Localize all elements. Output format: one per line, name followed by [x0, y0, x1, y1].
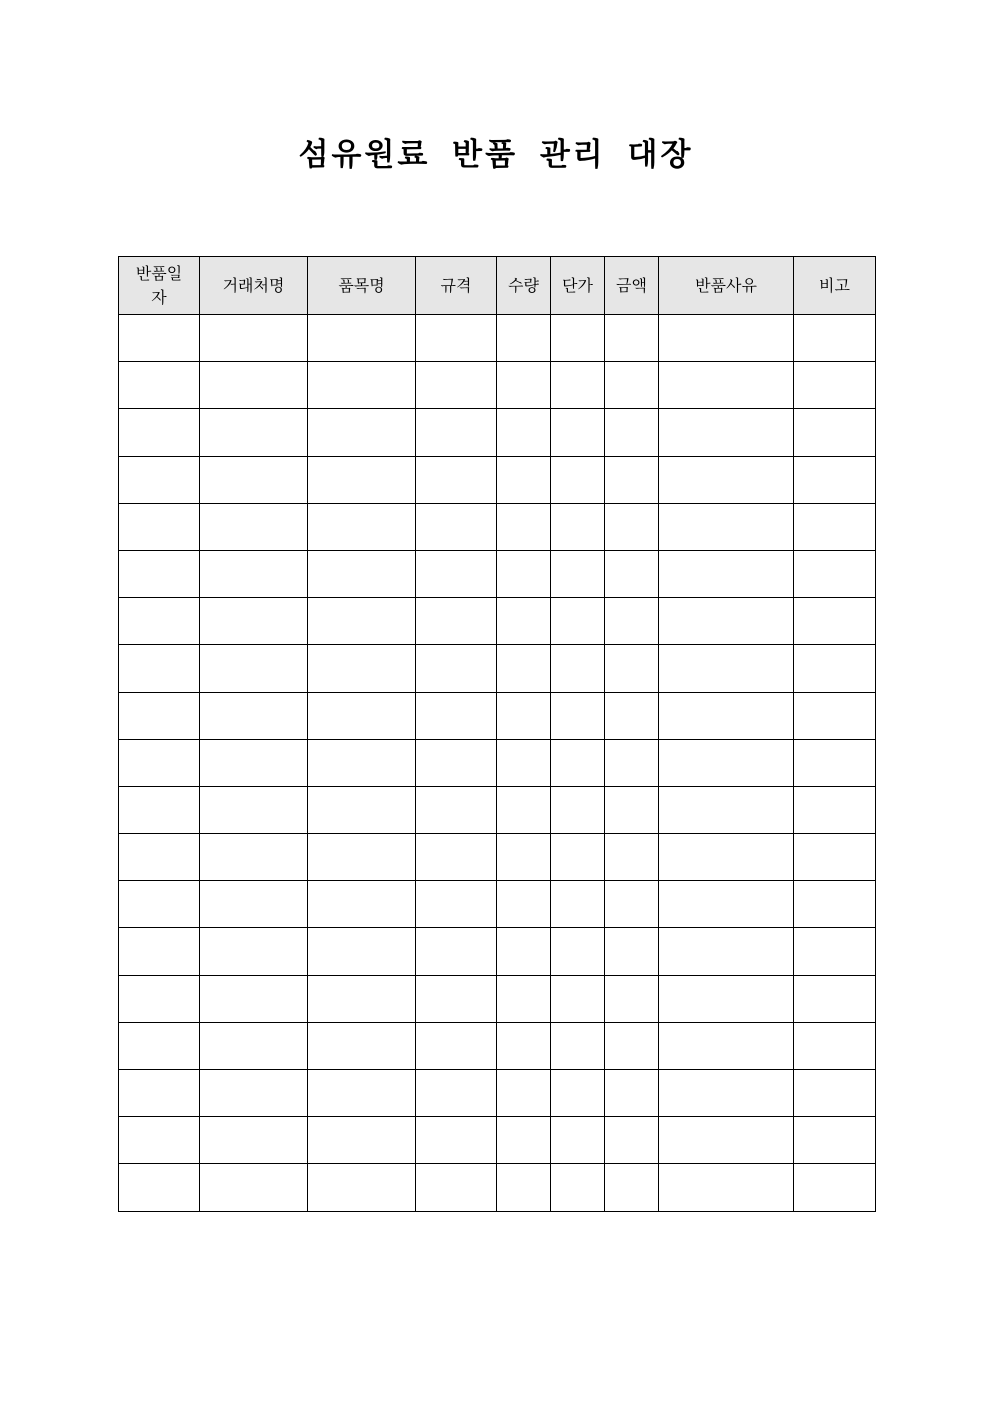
table-row	[119, 362, 876, 409]
table-row	[119, 598, 876, 645]
cell-return-reason[interactable]	[659, 409, 794, 456]
cell-remarks[interactable]	[794, 786, 876, 833]
cell-remarks[interactable]	[794, 315, 876, 362]
table-row	[119, 550, 876, 597]
cell-return-date[interactable]	[119, 1117, 200, 1164]
cell-client[interactable]	[200, 975, 308, 1022]
cell-quantity[interactable]	[497, 550, 551, 597]
cell-return-date[interactable]	[119, 1022, 200, 1069]
cell-client[interactable]	[200, 645, 308, 692]
cell-remarks[interactable]	[794, 928, 876, 975]
cell-return-reason[interactable]	[659, 315, 794, 362]
cell-return-reason[interactable]	[659, 1164, 794, 1211]
cell-amount[interactable]	[605, 1070, 659, 1117]
cell-spec[interactable]	[416, 645, 497, 692]
cell-return-reason[interactable]	[659, 550, 794, 597]
cell-client[interactable]	[200, 739, 308, 786]
cell-remarks[interactable]	[794, 409, 876, 456]
cell-unit-price[interactable]	[551, 975, 605, 1022]
cell-amount[interactable]	[605, 315, 659, 362]
cell-quantity[interactable]	[497, 881, 551, 928]
cell-spec[interactable]	[416, 1070, 497, 1117]
cell-return-date[interactable]	[119, 834, 200, 881]
cell-item-name[interactable]	[308, 598, 416, 645]
cell-amount[interactable]	[605, 1022, 659, 1069]
cell-item-name[interactable]	[308, 456, 416, 503]
cell-quantity[interactable]	[497, 362, 551, 409]
cell-return-date[interactable]	[119, 928, 200, 975]
cell-spec[interactable]	[416, 881, 497, 928]
cell-quantity[interactable]	[497, 503, 551, 550]
table-row	[119, 1164, 876, 1211]
cell-unit-price[interactable]	[551, 1070, 605, 1117]
cell-remarks[interactable]	[794, 550, 876, 597]
table-row	[119, 1070, 876, 1117]
cell-return-date[interactable]	[119, 503, 200, 550]
cell-return-reason[interactable]	[659, 645, 794, 692]
header-unit-price: 단가	[551, 257, 605, 315]
cell-remarks[interactable]	[794, 739, 876, 786]
cell-amount[interactable]	[605, 1117, 659, 1164]
cell-item-name[interactable]	[308, 1070, 416, 1117]
cell-item-name[interactable]	[308, 739, 416, 786]
cell-spec[interactable]	[416, 456, 497, 503]
cell-amount[interactable]	[605, 503, 659, 550]
cell-client[interactable]	[200, 928, 308, 975]
cell-remarks[interactable]	[794, 645, 876, 692]
cell-item-name[interactable]	[308, 1022, 416, 1069]
cell-spec[interactable]	[416, 503, 497, 550]
cell-unit-price[interactable]	[551, 1022, 605, 1069]
cell-client[interactable]	[200, 1022, 308, 1069]
cell-spec[interactable]	[416, 362, 497, 409]
cell-quantity[interactable]	[497, 315, 551, 362]
cell-return-reason[interactable]	[659, 598, 794, 645]
cell-return-reason[interactable]	[659, 834, 794, 881]
cell-unit-price[interactable]	[551, 786, 605, 833]
cell-quantity[interactable]	[497, 645, 551, 692]
cell-unit-price[interactable]	[551, 881, 605, 928]
cell-unit-price[interactable]	[551, 362, 605, 409]
cell-remarks[interactable]	[794, 1070, 876, 1117]
cell-item-name[interactable]	[308, 928, 416, 975]
cell-amount[interactable]	[605, 692, 659, 739]
cell-client[interactable]	[200, 550, 308, 597]
cell-item-name[interactable]	[308, 1164, 416, 1211]
cell-unit-price[interactable]	[551, 315, 605, 362]
cell-return-reason[interactable]	[659, 456, 794, 503]
table-row	[119, 692, 876, 739]
cell-unit-price[interactable]	[551, 550, 605, 597]
cell-unit-price[interactable]	[551, 692, 605, 739]
header-amount: 금액	[605, 257, 659, 315]
cell-item-name[interactable]	[308, 362, 416, 409]
cell-return-reason[interactable]	[659, 362, 794, 409]
cell-quantity[interactable]	[497, 786, 551, 833]
table-row	[119, 315, 876, 362]
cell-unit-price[interactable]	[551, 503, 605, 550]
cell-spec[interactable]	[416, 315, 497, 362]
cell-amount[interactable]	[605, 975, 659, 1022]
cell-amount[interactable]	[605, 834, 659, 881]
cell-spec[interactable]	[416, 739, 497, 786]
cell-client[interactable]	[200, 315, 308, 362]
cell-remarks[interactable]	[794, 362, 876, 409]
cell-quantity[interactable]	[497, 409, 551, 456]
cell-remarks[interactable]	[794, 503, 876, 550]
cell-spec[interactable]	[416, 409, 497, 456]
table-row	[119, 1022, 876, 1069]
cell-unit-price[interactable]	[551, 645, 605, 692]
cell-return-date[interactable]	[119, 362, 200, 409]
header-remarks: 비고	[794, 257, 876, 315]
cell-return-date[interactable]	[119, 881, 200, 928]
cell-return-reason[interactable]	[659, 881, 794, 928]
cell-item-name[interactable]	[308, 409, 416, 456]
cell-client[interactable]	[200, 881, 308, 928]
cell-amount[interactable]	[605, 1164, 659, 1211]
cell-quantity[interactable]	[497, 456, 551, 503]
cell-item-name[interactable]	[308, 786, 416, 833]
cell-quantity[interactable]	[497, 834, 551, 881]
cell-return-reason[interactable]	[659, 503, 794, 550]
cell-client[interactable]	[200, 456, 308, 503]
cell-quantity[interactable]	[497, 975, 551, 1022]
cell-unit-price[interactable]	[551, 598, 605, 645]
cell-remarks[interactable]	[794, 1022, 876, 1069]
cell-quantity[interactable]	[497, 1117, 551, 1164]
cell-amount[interactable]	[605, 739, 659, 786]
cell-return-reason[interactable]	[659, 928, 794, 975]
cell-remarks[interactable]	[794, 456, 876, 503]
cell-item-name[interactable]	[308, 834, 416, 881]
table-row	[119, 1117, 876, 1164]
cell-return-reason[interactable]	[659, 1022, 794, 1069]
cell-spec[interactable]	[416, 786, 497, 833]
header-return-date: 반품일자	[119, 257, 200, 315]
cell-client[interactable]	[200, 834, 308, 881]
cell-amount[interactable]	[605, 550, 659, 597]
cell-unit-price[interactable]	[551, 739, 605, 786]
cell-remarks[interactable]	[794, 1164, 876, 1211]
cell-unit-price[interactable]	[551, 834, 605, 881]
cell-amount[interactable]	[605, 598, 659, 645]
cell-return-reason[interactable]	[659, 692, 794, 739]
cell-unit-price[interactable]	[551, 456, 605, 503]
cell-quantity[interactable]	[497, 739, 551, 786]
table-row	[119, 503, 876, 550]
table-row	[119, 645, 876, 692]
cell-item-name[interactable]	[308, 1117, 416, 1164]
cell-amount[interactable]	[605, 645, 659, 692]
cell-client[interactable]	[200, 598, 308, 645]
cell-return-date[interactable]	[119, 456, 200, 503]
cell-item-name[interactable]	[308, 881, 416, 928]
cell-quantity[interactable]	[497, 692, 551, 739]
table-row	[119, 786, 876, 833]
cell-quantity[interactable]	[497, 598, 551, 645]
cell-spec[interactable]	[416, 692, 497, 739]
table-row	[119, 928, 876, 975]
cell-unit-price[interactable]	[551, 409, 605, 456]
cell-amount[interactable]	[605, 456, 659, 503]
cell-remarks[interactable]	[794, 1117, 876, 1164]
cell-return-date[interactable]	[119, 692, 200, 739]
cell-item-name[interactable]	[308, 975, 416, 1022]
cell-client[interactable]	[200, 1117, 308, 1164]
cell-return-date[interactable]	[119, 739, 200, 786]
cell-remarks[interactable]	[794, 692, 876, 739]
cell-return-reason[interactable]	[659, 975, 794, 1022]
cell-return-date[interactable]	[119, 409, 200, 456]
cell-unit-price[interactable]	[551, 1117, 605, 1164]
cell-amount[interactable]	[605, 881, 659, 928]
cell-item-name[interactable]	[308, 692, 416, 739]
table-row	[119, 975, 876, 1022]
page-title: 섬유원료 반품 관리 대장	[298, 137, 694, 173]
table-row	[119, 409, 876, 456]
table-row	[119, 834, 876, 881]
cell-client[interactable]	[200, 786, 308, 833]
cell-return-reason[interactable]	[659, 786, 794, 833]
cell-spec[interactable]	[416, 834, 497, 881]
cell-remarks[interactable]	[794, 975, 876, 1022]
cell-spec[interactable]	[416, 975, 497, 1022]
cell-unit-price[interactable]	[551, 928, 605, 975]
cell-spec[interactable]	[416, 1022, 497, 1069]
cell-spec[interactable]	[416, 550, 497, 597]
cell-client[interactable]	[200, 1164, 308, 1211]
header-client: 거래처명	[200, 257, 308, 315]
cell-quantity[interactable]	[497, 1164, 551, 1211]
return-ledger-table	[118, 256, 876, 1212]
cell-item-name[interactable]	[308, 315, 416, 362]
cell-client[interactable]	[200, 1070, 308, 1117]
cell-return-date[interactable]	[119, 645, 200, 692]
cell-client[interactable]	[200, 692, 308, 739]
header-row	[119, 257, 876, 315]
cell-spec[interactable]	[416, 1117, 497, 1164]
table-row	[119, 456, 876, 503]
header-quantity: 수량	[497, 257, 551, 315]
cell-amount[interactable]	[605, 409, 659, 456]
cell-client[interactable]	[200, 362, 308, 409]
cell-spec[interactable]	[416, 598, 497, 645]
table-row	[119, 881, 876, 928]
cell-quantity[interactable]	[497, 1022, 551, 1069]
cell-spec[interactable]	[416, 1164, 497, 1211]
cell-return-date[interactable]	[119, 550, 200, 597]
cell-quantity[interactable]	[497, 928, 551, 975]
cell-item-name[interactable]	[308, 550, 416, 597]
header-spec: 규격	[416, 257, 497, 315]
cell-client[interactable]	[200, 409, 308, 456]
cell-spec[interactable]	[416, 928, 497, 975]
cell-item-name[interactable]	[308, 645, 416, 692]
cell-remarks[interactable]	[794, 834, 876, 881]
cell-return-date[interactable]	[119, 786, 200, 833]
cell-unit-price[interactable]	[551, 1164, 605, 1211]
cell-item-name[interactable]	[308, 503, 416, 550]
cell-return-date[interactable]	[119, 315, 200, 362]
table-row	[119, 739, 876, 786]
cell-amount[interactable]	[605, 786, 659, 833]
cell-amount[interactable]	[605, 928, 659, 975]
cell-remarks[interactable]	[794, 598, 876, 645]
cell-return-date[interactable]	[119, 1070, 200, 1117]
cell-quantity[interactable]	[497, 1070, 551, 1117]
header-return-reason: 반품사유	[659, 257, 794, 315]
cell-client[interactable]	[200, 503, 308, 550]
cell-amount[interactable]	[605, 362, 659, 409]
cell-return-reason[interactable]	[659, 1070, 794, 1117]
cell-return-reason[interactable]	[659, 1117, 794, 1164]
cell-return-reason[interactable]	[659, 739, 794, 786]
header-item-name: 품목명	[308, 257, 416, 315]
cell-return-date[interactable]	[119, 1164, 200, 1211]
cell-remarks[interactable]	[794, 881, 876, 928]
ledger-body	[119, 315, 876, 1212]
cell-return-date[interactable]	[119, 598, 200, 645]
cell-return-date[interactable]	[119, 975, 200, 1022]
